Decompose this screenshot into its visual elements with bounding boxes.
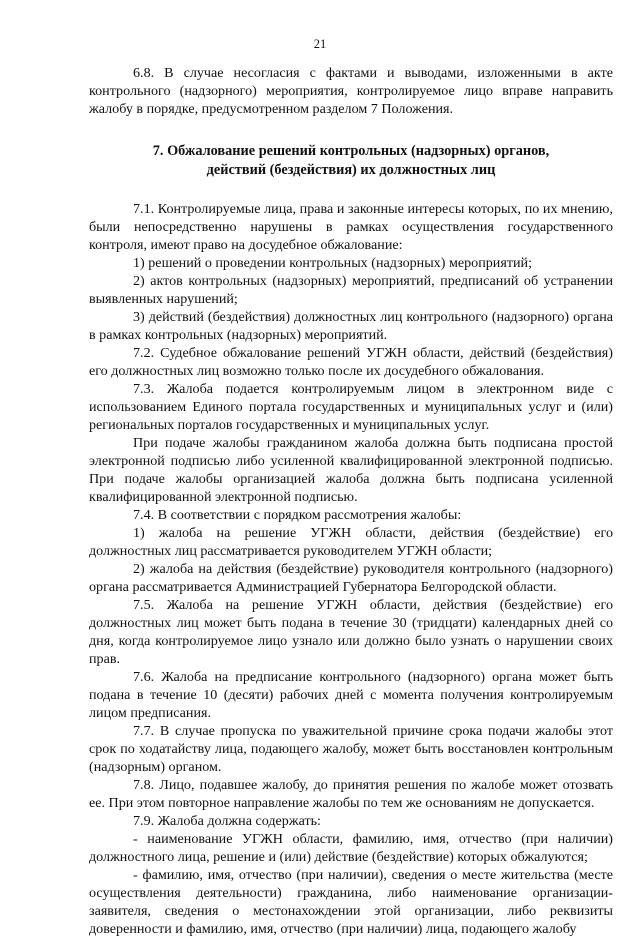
list-item: 1) жалоба на решение УГЖН области, действия (бездействие) его должностных лиц рассматривается руководителем УГЖН области; [89,525,613,559]
paragraph-7-3: 7.3. Жалоба подается контролируемым лицом в электронном виде с использованием Единого портала государственных и муниципальных услуг и (или) региональных порталов государственных и муниципальных услуг. [89,381,613,433]
paragraph-7-8: 7.8. Лицо, подавшее жалобу, до принятия решения по жалобе может отозвать ее. При этом повторное направление жалобы по тем же основаниям не допускается. [89,777,613,811]
list-item: - наименование УГЖН области, фамилию, имя, отчество (при наличии) должностного лица, решение и (или) действие (бездействие) которых обжалуются; [89,831,613,865]
paragraph-7-7: 7.7. В случае пропуска по уважительной причине срока подачи жалобы этот срок по ходатайству лица, подающего жалобу, может быть восстановлен контрольным (надзорным) органом. [89,723,613,775]
paragraph-6-8: 6.8. В случае несогласия с фактами и выводами, изложенными в акте контрольного (надзорного) мероприятия, контролируемое лицо вправе направить жалобу в порядке, предусмотренном разделом 7 Положения. [89,65,613,117]
section-heading-line-2: действий (бездействия) их должностных лиц [206,162,496,178]
paragraph-7-6: 7.6. Жалоба на предписание контрольного (надзорного) органа может быть подана в течение 10 (десяти) рабочих дней с момента получения контролируемым лицом предписания. [89,669,613,721]
paragraph-signature: При подаче жалобы гражданином жалоба должна быть подписана простой электронной подписью либо усиленной квалифицированной электронной подписью. При подаче жалобы организацией жалоба должна быть подписана усиленной квалифицированной электронной подписью. [89,435,613,505]
paragraph-7-1: 7.1. Контролируемые лица, права и законные интересы которых, по их мнению, были непосредственно нарушены в рамках осуществления государственного контроля, имеют право на досудебное обжалование: [89,201,613,253]
list-item: 2) жалоба на действия (бездействие) руководителя контрольного (надзорного) органа рассматривается Администрацией Губернатора Белгородской области. [89,561,613,595]
list-item: - фамилию, имя, отчество (при наличии), сведения о месте жительства (месте осуществления деятельности) гражданина, либо наименование организации-заявителя, сведения о местонахождении этой организации, либо реквизиты доверенности и фамилию, имя, отчество (при наличии) лица, подающего жалобу [89,867,613,937]
list-item: 3) действий (бездействия) должностных лиц контрольного (надзорного) органа в рамках контрольных (надзорных) мероприятий. [89,309,613,343]
list-item: 2) актов контрольных (надзорных) мероприятий, предписаний об устранении выявленных нарушений; [89,273,613,307]
section-heading-line-1: 7. Обжалование решений контрольных (надзорных) органов, [152,143,550,159]
page-number: 21 [313,37,327,51]
paragraph-7-2: 7.2. Судебное обжалование решений УГЖН области, действий (бездействия) его должностных лиц возможно только после их досудебного обжалования. [89,345,613,379]
document-body [89,64,613,938]
paragraph-7-5: 7.5. Жалоба на решение УГЖН области, действия (бездействие) его должностных лиц может быть подана в течение 30 (тридцати) календарных дней со дня, когда контролируемое лицо узнало или должно было узнать о нарушении своих прав. [89,597,613,667]
paragraph-7-4: 7.4. В соответствии с порядком рассмотрения жалобы: [133,507,462,523]
paragraph-7-9: 7.9. Жалоба должна содержать: [133,813,321,829]
section-heading [89,142,613,180]
list-item: 1) решений о проведении контрольных (надзорных) мероприятий; [133,255,532,271]
